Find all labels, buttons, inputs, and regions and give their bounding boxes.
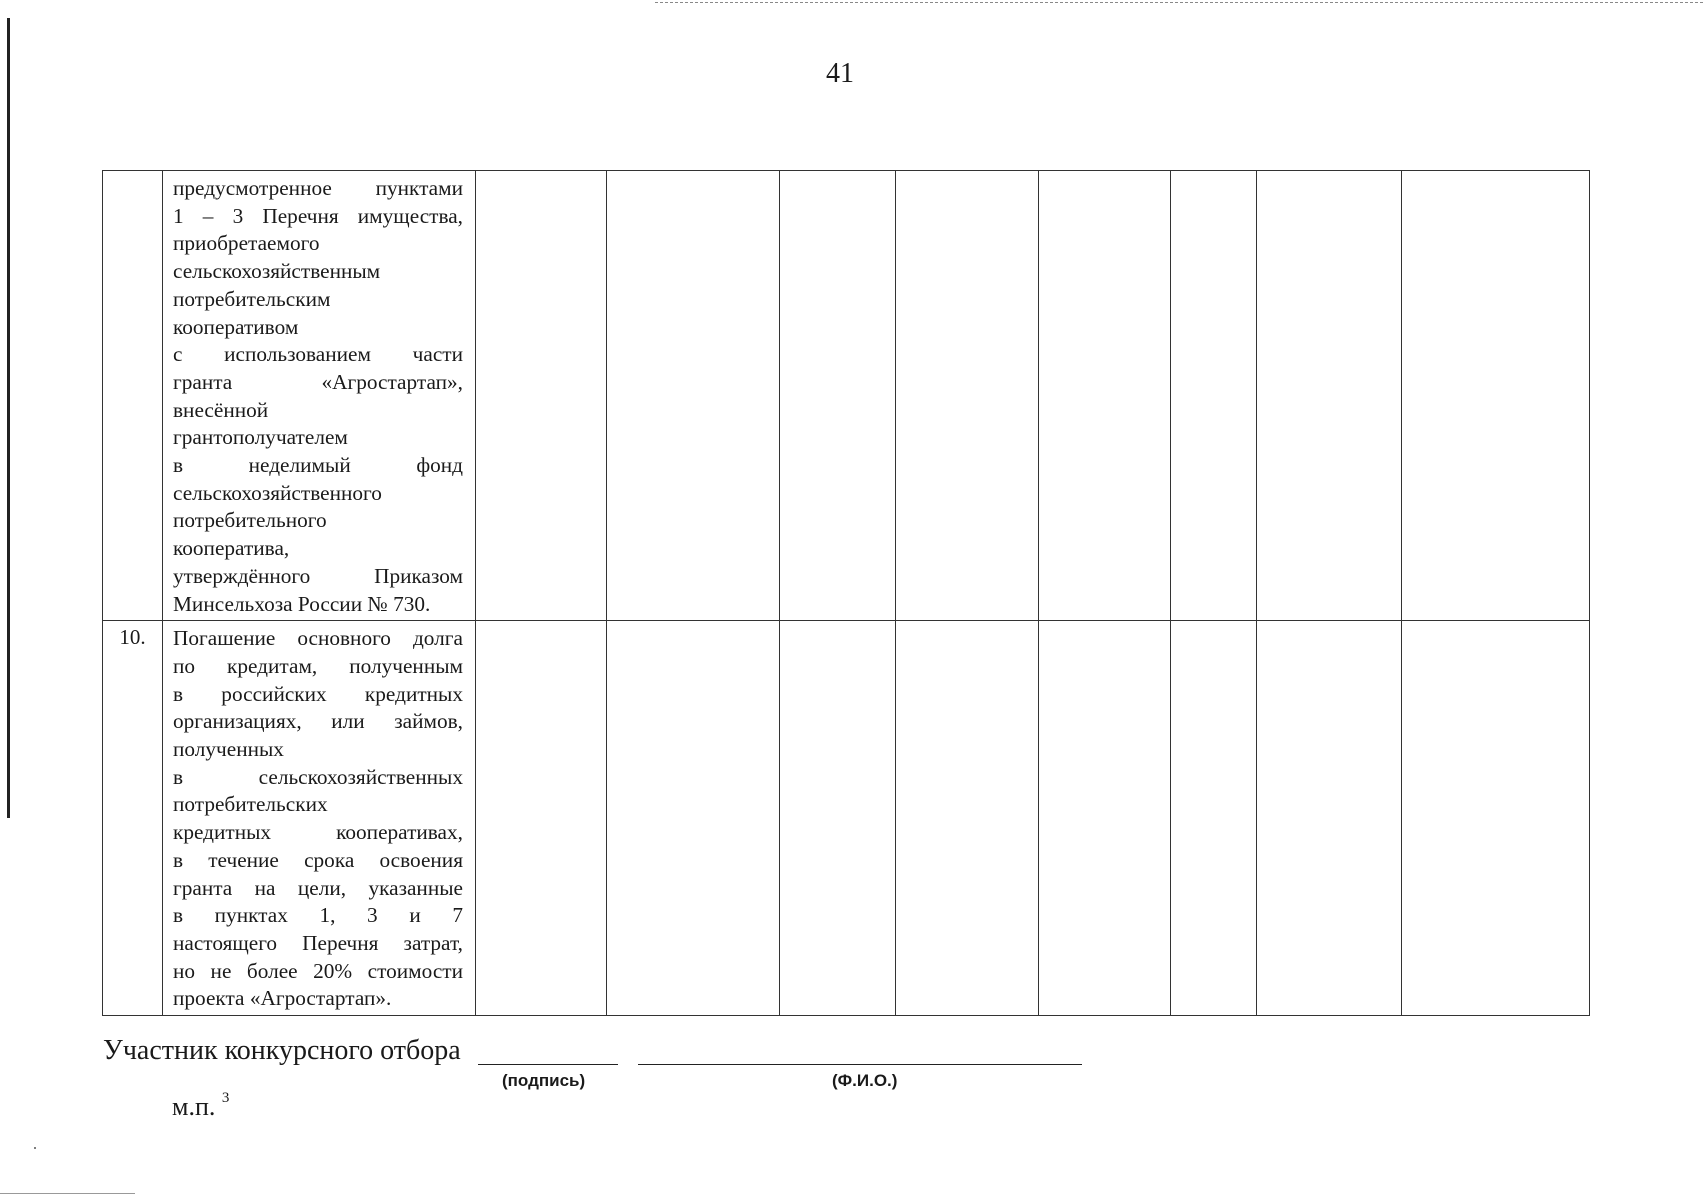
empty-cell <box>1402 171 1590 621</box>
description-line: потребительским <box>173 286 331 311</box>
description-line: сельскохозяйственного <box>173 480 382 505</box>
description-line: но не более 20% стоимости <box>173 958 463 983</box>
description-line: в российских кредитных <box>173 681 463 706</box>
signature-line <box>478 1064 618 1065</box>
page-number: 41 <box>826 58 854 89</box>
row-number-cell <box>103 171 163 621</box>
signature-label: Участник конкурсного отбора <box>103 1035 461 1066</box>
empty-cell <box>896 621 1039 1016</box>
description-line: гранта на цели, указанные <box>173 875 463 900</box>
row-description-cell <box>163 171 476 621</box>
description-line: в неделимый фонд <box>173 453 463 478</box>
empty-cell <box>896 171 1039 621</box>
description-line: утверждённого Приказом <box>173 563 463 588</box>
description-line: проекта «Агростартап». <box>173 986 392 1011</box>
empty-cell <box>607 171 780 621</box>
description-line: организациях, или займов, <box>173 709 463 734</box>
description-line: 1 – 3 Перечня имущества, <box>173 203 463 228</box>
description-line: полученных <box>173 737 284 762</box>
description-line: сельскохозяйственным <box>173 259 381 284</box>
name-line <box>638 1064 1082 1065</box>
name-caption: (Ф.И.О.) <box>832 1071 898 1090</box>
top-margin-rule <box>655 2 1703 3</box>
description-line: Погашение основного долга <box>173 626 463 651</box>
description-line: в сельскохозяйственных <box>173 764 463 789</box>
cost-table <box>102 170 1590 1016</box>
table-row <box>103 621 1590 1016</box>
description-line: потребительских <box>173 792 328 817</box>
empty-cell <box>1039 621 1171 1016</box>
empty-cell <box>476 621 607 1016</box>
signature-caption: (подпись) <box>502 1071 586 1090</box>
description-line: с использованием части <box>173 342 463 367</box>
empty-cell <box>780 621 896 1016</box>
bottom-margin-rule <box>0 1193 135 1194</box>
empty-cell <box>1257 621 1402 1016</box>
stamp-mark <box>172 1092 229 1122</box>
empty-cell <box>1171 171 1257 621</box>
empty-cell <box>780 171 896 621</box>
description-line: гранта «Агростартап», <box>173 369 463 394</box>
row-number-cell: 10. <box>103 621 163 1016</box>
empty-cell <box>1257 171 1402 621</box>
empty-cell <box>476 171 607 621</box>
empty-cell <box>1402 621 1590 1016</box>
description-line: в течение срока освоения <box>173 847 463 872</box>
description-line: Минсельхоза России № 730. <box>173 591 431 616</box>
description-line: внесённой <box>173 397 269 422</box>
description-line: приобретаемого <box>173 231 320 256</box>
footnote-marker: 3 <box>221 1090 230 1107</box>
empty-cell <box>1039 171 1171 621</box>
left-margin-rule <box>7 18 10 818</box>
table-body <box>103 171 1590 1016</box>
description-line: предусмотренное пунктами <box>173 176 463 200</box>
description-line: кооператива, <box>173 536 290 561</box>
table-row <box>103 171 1590 621</box>
row-description-cell <box>163 621 476 1016</box>
description-line: кооперативом <box>173 314 299 339</box>
stamp-text: м.п. <box>172 1092 216 1121</box>
description-line: кредитных кооперативах, <box>173 820 463 845</box>
scan-speck <box>34 1147 36 1149</box>
empty-cell <box>607 621 780 1016</box>
description-line: в пунктах 1, 3 и 7 <box>173 903 463 928</box>
description-line: настоящего Перечня затрат, <box>173 930 463 955</box>
description-line: по кредитам, полученным <box>173 653 463 678</box>
description-line: грантополучателем <box>173 425 348 450</box>
description-line: потребительного <box>173 508 327 533</box>
empty-cell <box>1171 621 1257 1016</box>
